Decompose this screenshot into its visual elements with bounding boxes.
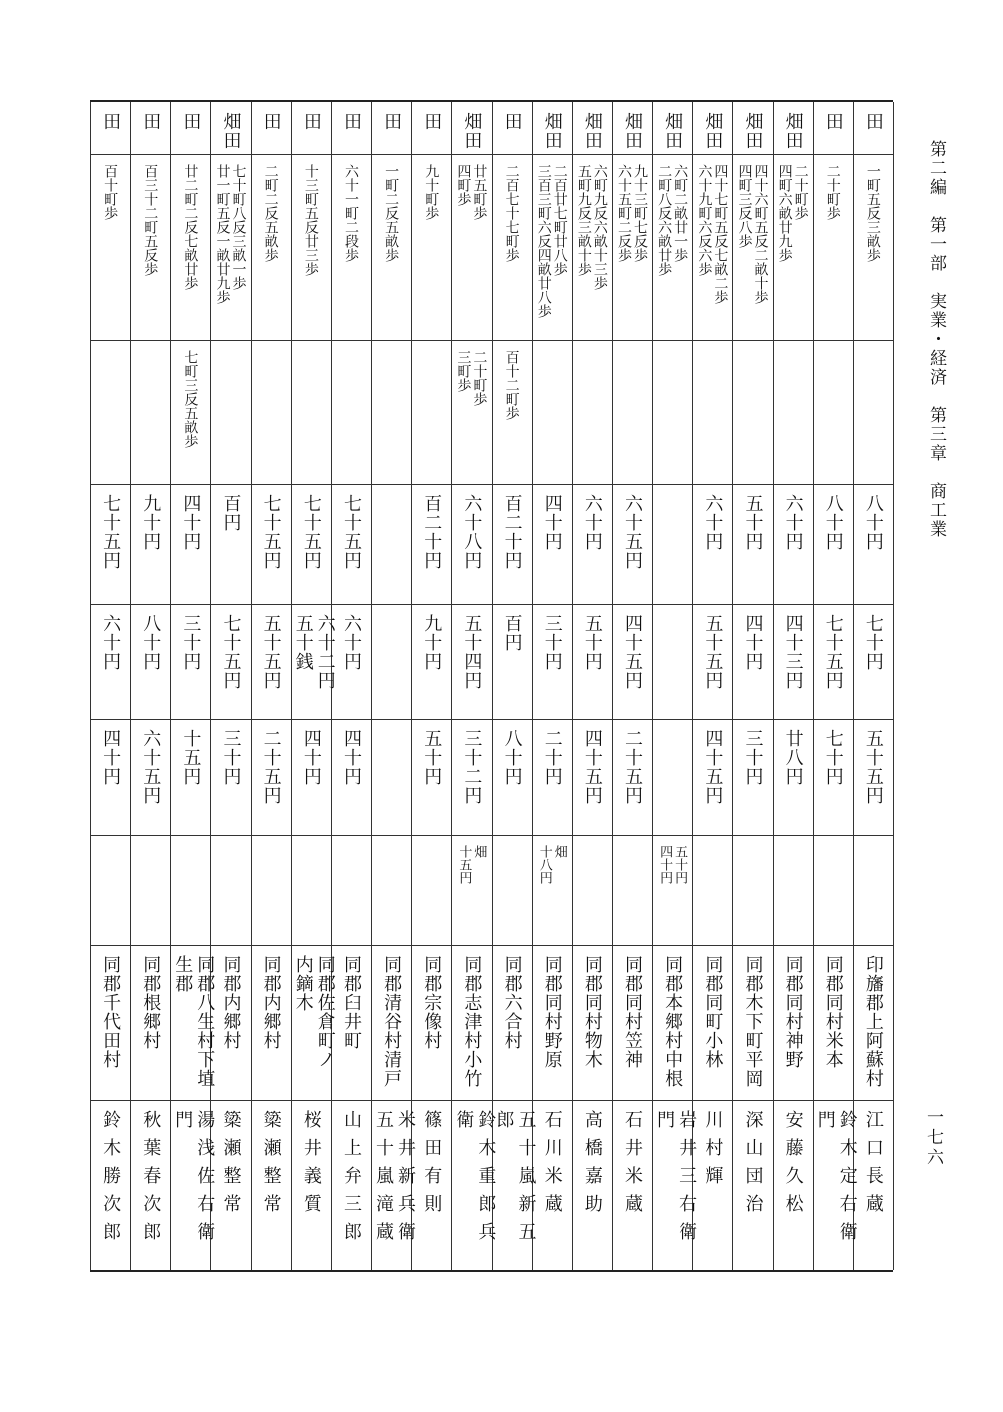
area-text: 二百廿七町廿八歩 三百三町六反四畝廿八歩 bbox=[535, 164, 568, 318]
v3-text: 五十円 bbox=[421, 729, 443, 786]
v1-text: 八十円 bbox=[822, 494, 844, 551]
cell-v3 bbox=[131, 729, 169, 831]
cell-area bbox=[814, 164, 852, 336]
cell-place bbox=[372, 955, 410, 1096]
cell-type bbox=[573, 112, 611, 150]
cell-type bbox=[412, 112, 450, 150]
cell-v2 bbox=[733, 614, 771, 715]
area-text: 九十町歩 bbox=[423, 164, 440, 220]
name-text: 桜井義質 bbox=[300, 1110, 322, 1222]
cell-v1 bbox=[252, 494, 290, 600]
cell-type bbox=[653, 112, 691, 150]
place-text: 同郡同村神野 bbox=[782, 955, 804, 1069]
cell-place bbox=[292, 955, 336, 1096]
cell-type bbox=[171, 112, 209, 150]
cell-place bbox=[252, 955, 290, 1096]
area-text: 廿五町歩 四町歩 bbox=[455, 164, 488, 220]
v3-text: 四十五円 bbox=[702, 729, 724, 805]
v2-text: 五十四円 bbox=[461, 614, 483, 690]
cell-v2 bbox=[412, 614, 450, 715]
cell-v3 bbox=[493, 729, 531, 831]
type-text: 田 bbox=[140, 112, 162, 131]
cell-v2 bbox=[774, 614, 812, 715]
cell-v1 bbox=[211, 494, 249, 600]
cell-v3 bbox=[211, 729, 249, 831]
v1-text: 五十円 bbox=[742, 494, 764, 551]
type-text: 田 bbox=[300, 112, 322, 131]
place-text: 同郡千代田村 bbox=[100, 955, 122, 1069]
v3-text: 四十円 bbox=[340, 729, 362, 786]
v1-text: 百二十円 bbox=[421, 494, 443, 570]
place-text: 同郡木下町平岡 bbox=[742, 955, 764, 1088]
cell-name bbox=[653, 1110, 698, 1266]
cell-v2 bbox=[613, 614, 651, 715]
cell-v3 bbox=[171, 729, 209, 831]
cell-v2 bbox=[573, 614, 611, 715]
area-text: 二十町歩 bbox=[824, 164, 841, 220]
cell-v3 bbox=[412, 729, 450, 831]
cell-name bbox=[693, 1110, 731, 1266]
area-text: 一町二反五畝歩 bbox=[383, 164, 400, 262]
cell-v3 bbox=[693, 729, 731, 831]
type-text: 畑田 bbox=[461, 112, 483, 150]
type-text: 田 bbox=[180, 112, 202, 131]
type-text: 畑田 bbox=[220, 112, 242, 150]
v2-text: 七十五円 bbox=[220, 614, 242, 690]
cell-name bbox=[252, 1110, 290, 1266]
v2-text: 九十円 bbox=[421, 614, 443, 671]
v1-text: 四十円 bbox=[541, 494, 563, 551]
cell-place bbox=[412, 955, 450, 1096]
cell-v1 bbox=[452, 494, 490, 600]
v2-text: 七十五円 bbox=[822, 614, 844, 690]
cell-name bbox=[292, 1110, 330, 1266]
name-text: 山上弁三郎 bbox=[340, 1110, 362, 1250]
area-text: 二十町歩 四町六畝廿九歩 bbox=[776, 164, 809, 262]
v2-text: 三十円 bbox=[541, 614, 563, 671]
v2-text: 六十円 bbox=[100, 614, 122, 671]
type-text: 田 bbox=[260, 112, 282, 131]
area-text: 六町二畝廿一歩 二町八反六畝廿歩 bbox=[656, 164, 689, 276]
cell-name bbox=[171, 1110, 216, 1266]
cell-place bbox=[131, 955, 169, 1096]
cell-v3 bbox=[452, 729, 490, 831]
type-text: 畑田 bbox=[782, 112, 804, 150]
v2-text: 三十円 bbox=[180, 614, 202, 671]
cell-area bbox=[131, 164, 169, 336]
v2-text: 四十円 bbox=[742, 614, 764, 671]
name-text: 江口長蔵 bbox=[862, 1110, 884, 1222]
v1-text: 七十五円 bbox=[260, 494, 282, 570]
running-header: 第二編 第一部 実業・経済 第三章 商工業 bbox=[926, 140, 946, 539]
v1-text: 六十円 bbox=[702, 494, 724, 551]
land-value-table bbox=[90, 100, 893, 1272]
type-text: 畑田 bbox=[742, 112, 764, 150]
type-text: 畑田 bbox=[581, 112, 603, 150]
v2-text: 百円 bbox=[501, 614, 523, 652]
cell-area bbox=[91, 164, 129, 336]
place-text: 同郡同村物木 bbox=[581, 955, 603, 1069]
v3-text: 六十五円 bbox=[140, 729, 162, 805]
cell-area bbox=[412, 164, 450, 336]
cell-v3 bbox=[613, 729, 651, 831]
area2-text: 百十二町歩 bbox=[503, 350, 520, 420]
v1-text: 四十円 bbox=[180, 494, 202, 551]
cell-v2 bbox=[211, 614, 249, 715]
type-text: 畑田 bbox=[541, 112, 563, 150]
area-text: 二町二反五畝歩 bbox=[262, 164, 279, 262]
cell-name bbox=[573, 1110, 611, 1266]
cell-type bbox=[332, 112, 370, 150]
cell-area bbox=[733, 164, 771, 336]
cell-name bbox=[493, 1110, 537, 1266]
place-text: 同郡同村野原 bbox=[541, 955, 563, 1069]
note-text: 五十円 四十円 bbox=[657, 845, 688, 884]
cell-area bbox=[292, 164, 330, 336]
cell-v1 bbox=[91, 494, 129, 600]
cell-v1 bbox=[733, 494, 771, 600]
cell-v3 bbox=[533, 729, 571, 831]
area-text: 百十町歩 bbox=[102, 164, 119, 220]
cell-v3 bbox=[91, 729, 129, 831]
v2-text: 六十円 bbox=[340, 614, 362, 671]
page-number: 一七六 bbox=[923, 1108, 943, 1168]
cell-place bbox=[493, 955, 531, 1096]
area2-text: 七町三反五畝歩 bbox=[182, 350, 199, 448]
place-text: 同郡佐倉町ノ 内鏑木 bbox=[292, 955, 336, 1069]
v2-text: 六十二円 五十銭 bbox=[292, 614, 336, 690]
cell-area bbox=[854, 164, 892, 336]
cell-name bbox=[452, 1110, 497, 1266]
cell-note bbox=[452, 845, 490, 941]
v3-text: 廿八円 bbox=[782, 729, 804, 786]
cell-place bbox=[774, 955, 812, 1096]
v1-text: 九十円 bbox=[140, 494, 162, 551]
place-text: 印旛郡上阿蘇村 bbox=[862, 955, 884, 1088]
cell-type bbox=[91, 112, 129, 150]
area-text: 四十六町五反二畝十歩 四町三反八歩 bbox=[736, 164, 769, 304]
type-text: 田 bbox=[862, 112, 884, 131]
v2-text: 四十三円 bbox=[782, 614, 804, 690]
v3-text: 二十円 bbox=[541, 729, 563, 786]
cell-area2 bbox=[493, 350, 531, 480]
v1-text: 七十五円 bbox=[300, 494, 322, 570]
place-text: 同郡根郷村 bbox=[140, 955, 162, 1050]
name-text: 鈴木勝次郎 bbox=[100, 1110, 122, 1250]
v1-text: 六十円 bbox=[782, 494, 804, 551]
cell-place bbox=[733, 955, 771, 1096]
cell-place bbox=[332, 955, 370, 1096]
v3-text: 五十五円 bbox=[862, 729, 884, 805]
cell-area bbox=[332, 164, 370, 336]
cell-place bbox=[171, 955, 216, 1096]
area-text: 六十一町二段歩 bbox=[342, 164, 359, 262]
v1-text: 百二十円 bbox=[501, 494, 523, 570]
cell-name bbox=[533, 1110, 571, 1266]
name-text: 高橋嘉助 bbox=[581, 1110, 603, 1222]
cell-place bbox=[854, 955, 892, 1096]
cell-v2 bbox=[854, 614, 892, 715]
cell-area bbox=[573, 164, 611, 336]
place-text: 同郡本郷村中根 bbox=[662, 955, 684, 1088]
v2-text: 五十五円 bbox=[702, 614, 724, 690]
v3-text: 二十五円 bbox=[260, 729, 282, 805]
name-text: 鈴木重郎兵衛 bbox=[453, 1110, 497, 1250]
place-text: 同郡清谷村清戸 bbox=[381, 955, 403, 1088]
cell-place bbox=[91, 955, 129, 1096]
cell-type bbox=[131, 112, 169, 150]
cell-place bbox=[533, 955, 571, 1096]
v2-text: 七十円 bbox=[862, 614, 884, 671]
name-text: 岩井三右衛門 bbox=[654, 1110, 698, 1250]
name-text: 秋葉春次郎 bbox=[140, 1110, 162, 1250]
cell-v3 bbox=[854, 729, 892, 831]
cell-name bbox=[372, 1110, 417, 1266]
name-text: 川村輝 bbox=[702, 1110, 724, 1194]
cell-v3 bbox=[573, 729, 611, 831]
area-text: 一町五反三畝歩 bbox=[864, 164, 881, 262]
cell-type bbox=[252, 112, 290, 150]
cell-v1 bbox=[573, 494, 611, 600]
cell-area bbox=[653, 164, 691, 336]
place-text: 同郡臼井町 bbox=[340, 955, 362, 1050]
cell-type bbox=[854, 112, 892, 150]
v1-text: 八十円 bbox=[862, 494, 884, 551]
type-text: 田 bbox=[100, 112, 122, 131]
v3-text: 七十円 bbox=[822, 729, 844, 786]
v3-text: 四十円 bbox=[300, 729, 322, 786]
cell-type bbox=[211, 112, 249, 150]
cell-v3 bbox=[332, 729, 370, 831]
cell-v1 bbox=[412, 494, 450, 600]
cell-name bbox=[774, 1110, 812, 1266]
cell-v3 bbox=[733, 729, 771, 831]
cell-v1 bbox=[693, 494, 731, 600]
cell-place bbox=[211, 955, 249, 1096]
place-text: 同郡志津村小竹 bbox=[461, 955, 483, 1088]
cell-v1 bbox=[814, 494, 852, 600]
type-text: 田 bbox=[421, 112, 443, 131]
cell-area bbox=[693, 164, 731, 336]
place-text: 同郡八生村下埴生郡 bbox=[172, 955, 216, 1088]
type-text: 畑田 bbox=[702, 112, 724, 150]
cell-type bbox=[774, 112, 812, 150]
type-text: 畑田 bbox=[662, 112, 684, 150]
name-text: 安藤久松 bbox=[782, 1110, 804, 1222]
v3-text: 四十五円 bbox=[581, 729, 603, 805]
cell-type bbox=[452, 112, 490, 150]
name-text: 篠田有則 bbox=[421, 1110, 443, 1222]
cell-v3 bbox=[252, 729, 290, 831]
v2-text: 五十円 bbox=[581, 614, 603, 671]
name-text: 簗瀬整常 bbox=[220, 1110, 242, 1222]
type-text: 田 bbox=[340, 112, 362, 131]
area-text: 廿二町二反七畝廿歩 bbox=[182, 164, 199, 290]
cell-place bbox=[653, 955, 691, 1096]
cell-area2 bbox=[171, 350, 209, 480]
cell-type bbox=[814, 112, 852, 150]
cell-v2 bbox=[332, 614, 370, 715]
cell-name bbox=[814, 1110, 858, 1266]
name-text: 深山団治 bbox=[742, 1110, 764, 1222]
cell-v3 bbox=[292, 729, 330, 831]
v3-text: 三十円 bbox=[742, 729, 764, 786]
name-text: 簗瀬整常 bbox=[260, 1110, 282, 1222]
cell-name bbox=[733, 1110, 771, 1266]
v1-text: 百円 bbox=[220, 494, 242, 532]
cell-name bbox=[854, 1110, 892, 1266]
cell-v2 bbox=[131, 614, 169, 715]
type-text: 畑田 bbox=[622, 112, 643, 150]
name-text: 米井新兵衛 五十嵐滝蔵 bbox=[373, 1110, 417, 1250]
cell-area bbox=[533, 164, 571, 336]
cell-v2 bbox=[814, 614, 852, 715]
type-text: 田 bbox=[501, 112, 523, 131]
cell-v2 bbox=[252, 614, 290, 715]
cell-place bbox=[613, 955, 651, 1096]
cell-area bbox=[252, 164, 290, 336]
v3-text: 三十円 bbox=[220, 729, 242, 786]
cell-v1 bbox=[533, 494, 571, 600]
name-text: 湯浅佐右衛門 bbox=[172, 1110, 216, 1250]
area-text: 二百七十七町歩 bbox=[503, 164, 520, 262]
v3-text: 二十五円 bbox=[622, 729, 643, 805]
cell-type bbox=[533, 112, 571, 150]
area-text: 十三町五反廿三歩 bbox=[302, 164, 319, 276]
v3-text: 四十円 bbox=[100, 729, 122, 786]
cell-v1 bbox=[493, 494, 531, 600]
cell-v1 bbox=[613, 494, 651, 600]
cell-name bbox=[211, 1110, 249, 1266]
cell-v1 bbox=[774, 494, 812, 600]
name-text: 石川米蔵 bbox=[541, 1110, 563, 1222]
name-text: 五十嵐新五郎 bbox=[493, 1110, 537, 1250]
cell-v2 bbox=[493, 614, 531, 715]
cell-area bbox=[613, 164, 651, 336]
cell-v2 bbox=[171, 614, 209, 715]
place-text: 同郡同村笠神 bbox=[622, 955, 643, 1069]
place-text: 同郡宗像村 bbox=[421, 955, 443, 1050]
cell-v3 bbox=[774, 729, 812, 831]
cell-type bbox=[372, 112, 410, 150]
cell-type bbox=[613, 112, 651, 150]
cell-v2 bbox=[292, 614, 336, 715]
place-text: 同郡内郷村 bbox=[260, 955, 282, 1050]
cell-place bbox=[573, 955, 611, 1096]
note-text: 畑 十五円 bbox=[456, 845, 487, 884]
cell-name bbox=[131, 1110, 169, 1266]
cell-place bbox=[452, 955, 490, 1096]
cell-place bbox=[693, 955, 731, 1096]
v1-text: 七十五円 bbox=[340, 494, 362, 570]
v1-text: 六十円 bbox=[581, 494, 603, 551]
cell-v2 bbox=[533, 614, 571, 715]
name-text: 鈴木定右衛門 bbox=[814, 1110, 858, 1250]
area-text: 六町九反六畝十三歩 五町九反三畝十歩 bbox=[575, 164, 608, 290]
cell-type bbox=[292, 112, 330, 150]
v3-text: 三十二円 bbox=[461, 729, 483, 805]
cell-v1 bbox=[292, 494, 330, 600]
cell-place bbox=[814, 955, 852, 1096]
v2-text: 五十五円 bbox=[260, 614, 282, 690]
area-text: 七十町八反三畝一歩 廿一町五反一畝廿九歩 bbox=[214, 164, 247, 304]
v3-text: 八十円 bbox=[501, 729, 523, 786]
cell-v1 bbox=[131, 494, 169, 600]
cell-name bbox=[412, 1110, 450, 1266]
area-text: 四十七町五反七畝二歩 六十九町六反六歩 bbox=[696, 164, 729, 304]
cell-area bbox=[171, 164, 209, 336]
v2-text: 八十円 bbox=[140, 614, 162, 671]
place-text: 同郡六合村 bbox=[501, 955, 523, 1050]
cell-v1 bbox=[854, 494, 892, 600]
cell-name bbox=[91, 1110, 129, 1266]
cell-note bbox=[653, 845, 691, 941]
name-text: 石井米蔵 bbox=[622, 1110, 643, 1222]
cell-v2 bbox=[693, 614, 731, 715]
cell-area bbox=[211, 164, 249, 336]
place-text: 同郡同村米本 bbox=[822, 955, 844, 1069]
note-text: 畑 十八円 bbox=[536, 845, 567, 884]
cell-name bbox=[332, 1110, 370, 1266]
v3-text: 十五円 bbox=[180, 729, 202, 786]
cell-area2 bbox=[452, 350, 490, 480]
cell-area bbox=[372, 164, 410, 336]
cell-type bbox=[733, 112, 771, 150]
cell-area bbox=[493, 164, 531, 336]
cell-v1 bbox=[171, 494, 209, 600]
cell-type bbox=[493, 112, 531, 150]
cell-v1 bbox=[332, 494, 370, 600]
place-text: 同郡内郷村 bbox=[220, 955, 242, 1050]
v1-text: 七十五円 bbox=[100, 494, 122, 570]
v2-text: 四十五円 bbox=[622, 614, 643, 690]
cell-name bbox=[613, 1110, 651, 1266]
type-text: 田 bbox=[822, 112, 844, 131]
type-text: 田 bbox=[381, 112, 403, 131]
cell-area bbox=[774, 164, 812, 336]
v1-text: 六十八円 bbox=[461, 494, 483, 570]
area-text: 九十三町七反歩 六十五町二反歩 bbox=[616, 164, 648, 262]
v1-text: 六十五円 bbox=[622, 494, 643, 570]
cell-type bbox=[693, 112, 731, 150]
cell-v2 bbox=[91, 614, 129, 715]
cell-area bbox=[452, 164, 490, 336]
cell-note bbox=[533, 845, 571, 941]
area-text: 百三十二町五反歩 bbox=[142, 164, 159, 276]
cell-v2 bbox=[452, 614, 490, 715]
place-text: 同郡同町小林 bbox=[702, 955, 724, 1069]
cell-v3 bbox=[814, 729, 852, 831]
column-separator bbox=[893, 102, 894, 1270]
area2-text: 二十町歩 三町歩 bbox=[455, 350, 488, 406]
